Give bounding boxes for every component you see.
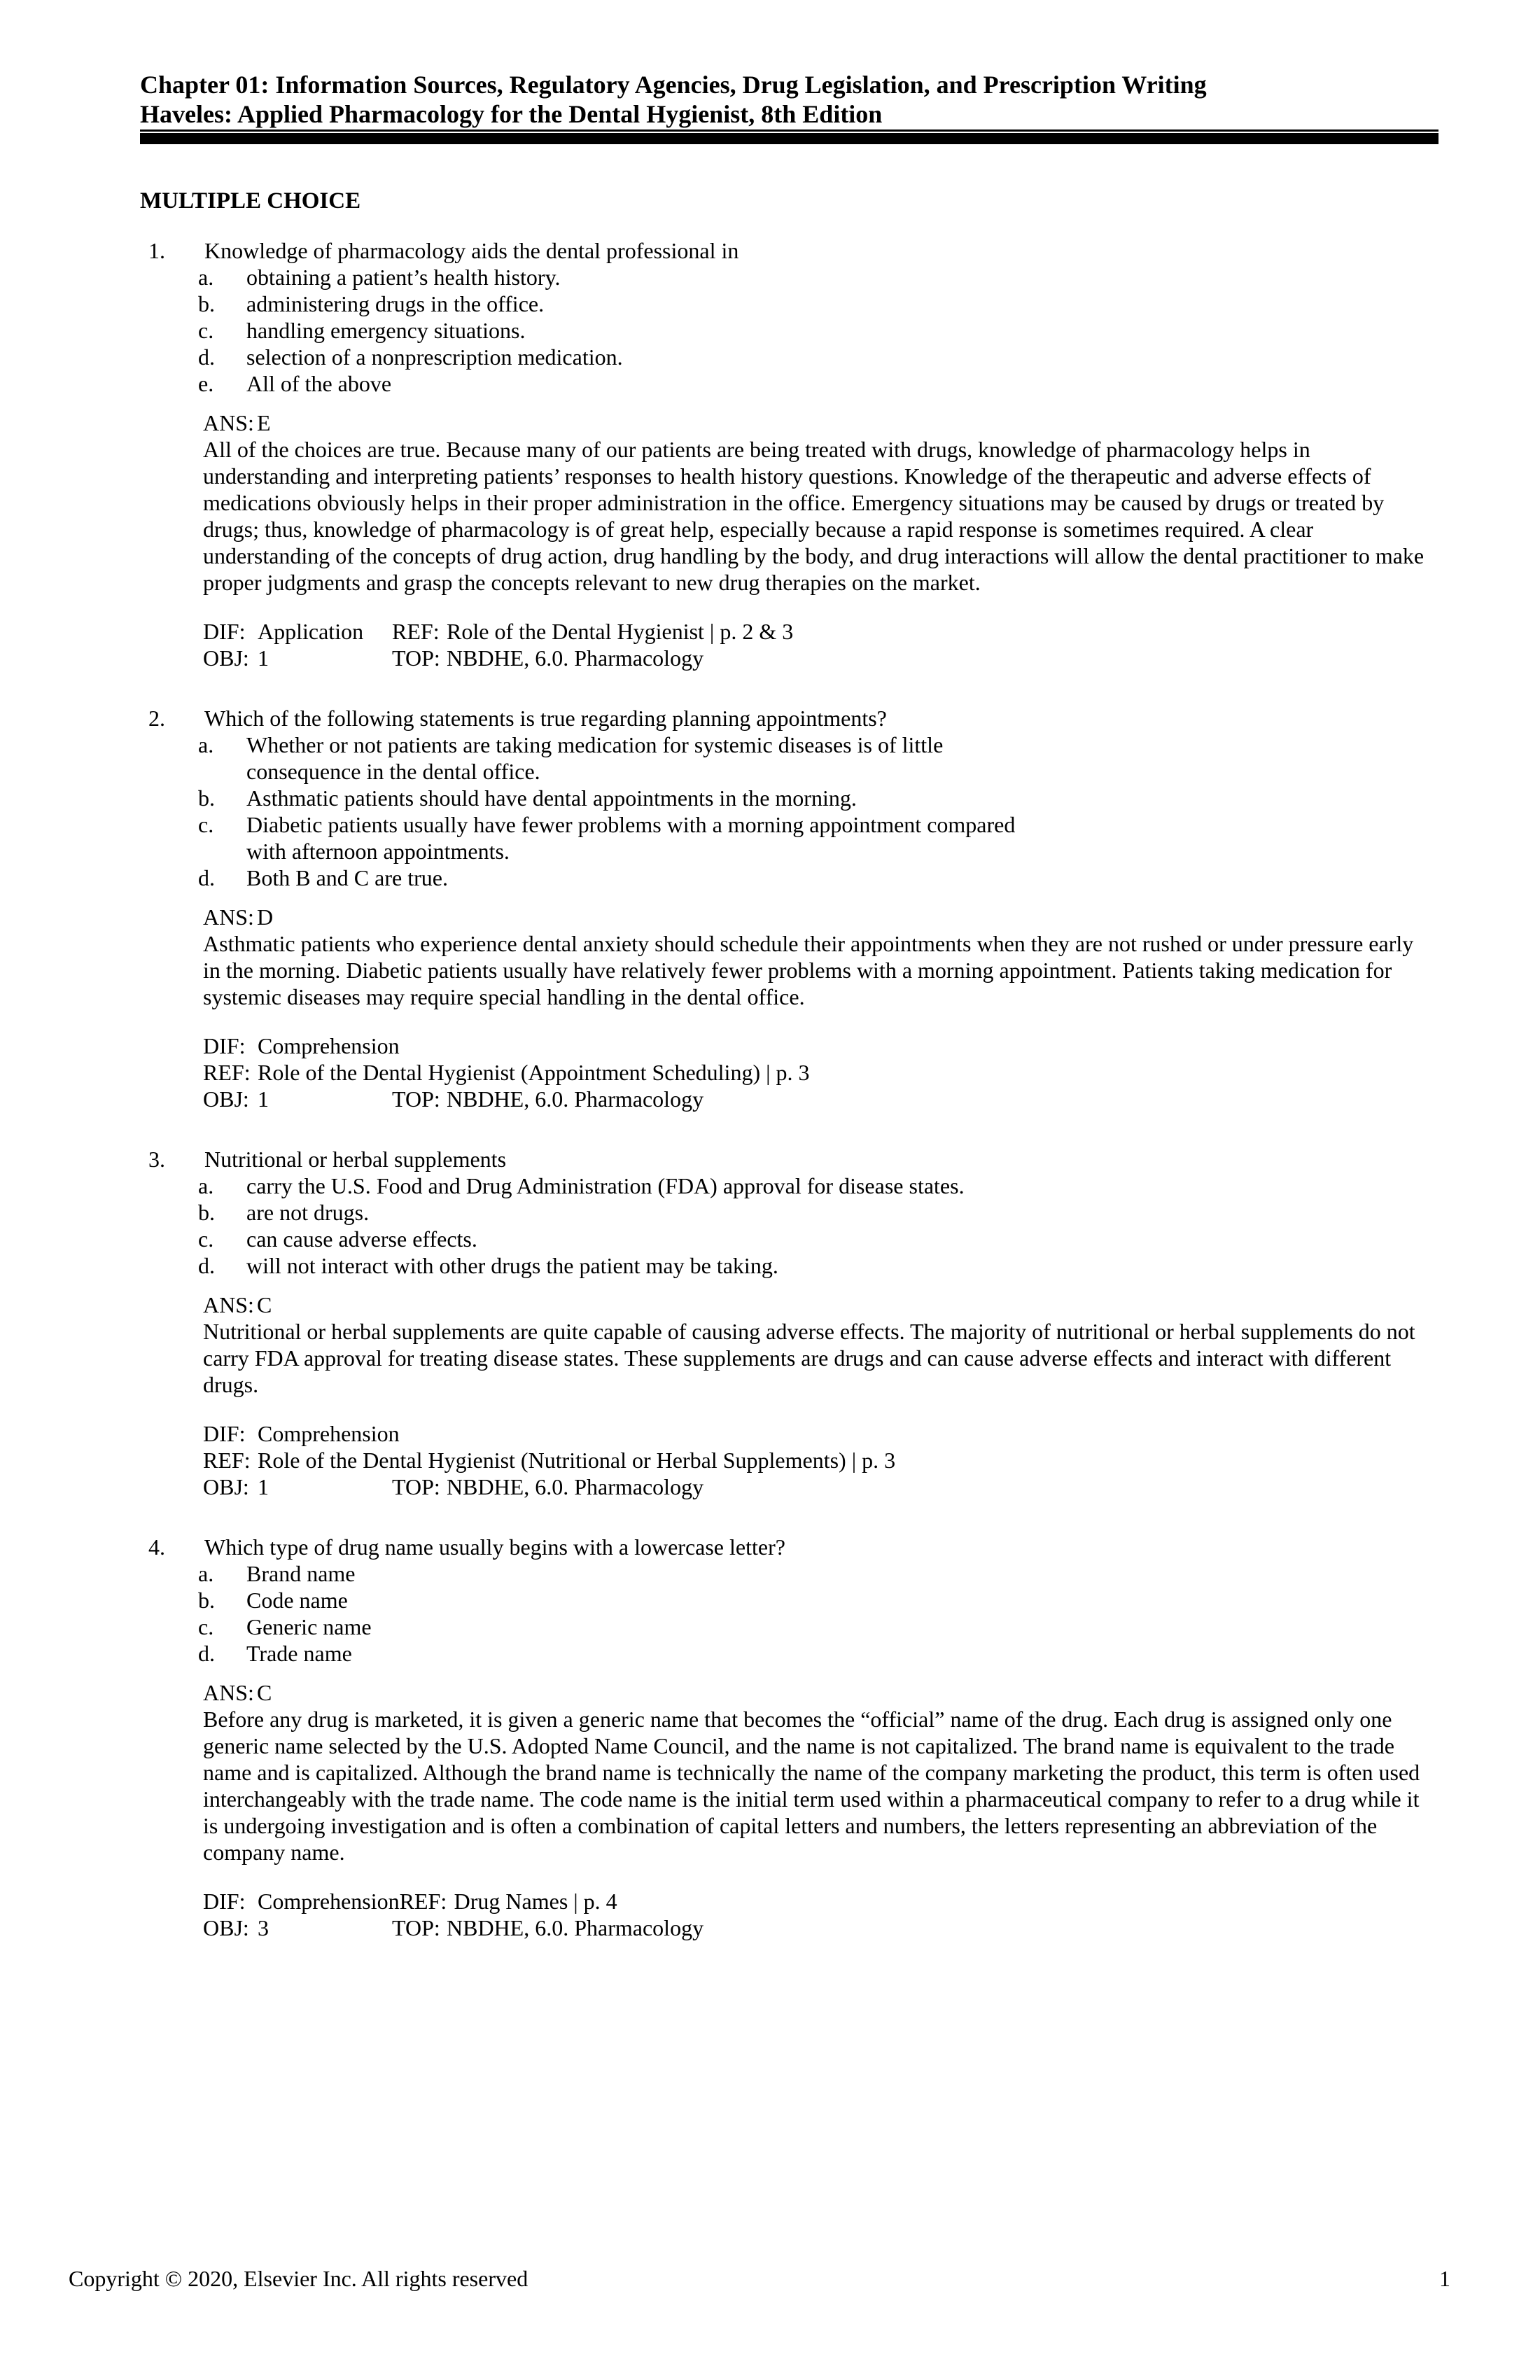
question-list	[140, 237, 1442, 1941]
meta-pair	[203, 1474, 392, 1500]
meta-pair	[203, 1447, 895, 1474]
meta-label: OBJ:	[203, 1915, 249, 1940]
meta-label: DIF:	[203, 1421, 246, 1446]
page-footer	[69, 2265, 1450, 2292]
choice-text: carry the U.S. Food and Drug Administration (FDA) approval for disease states.	[246, 1173, 965, 1198]
question-stem-text: Which type of drug name usually begins with a lowercase letter?	[204, 1534, 785, 1560]
choice-letter: c.	[198, 318, 214, 343]
choice-letter: e.	[198, 371, 214, 396]
meta-value: 1	[258, 645, 269, 671]
answer-rationale: Before any drug is marketed, it is given a generic name that becomes the “official” name of the drug. Each drug is assigned only one generic name selected by the U.S. Adopted Name Council, and the name is not capitalized. The brand name is equivalent to the trade name and is capitalized. Although the brand name is technically the name of the company marketing the product, this term is often used interchangeably with the trade name. The code name is the initial term used within a pharmaceutical company to refer to a drug while it is undergoing investigation and is often a combination of capital letters and numbers, the letters representing an abbreviation of the company name.	[203, 1707, 1420, 1865]
meta-label: TOP:	[392, 1086, 440, 1112]
choice-text: Whether or not patients are taking medication for systemic diseases is of little consequence in the dental office.	[246, 732, 944, 784]
choice-letter: c.	[198, 812, 214, 837]
choice-row	[140, 1587, 1027, 1614]
question-stem-text: Which of the following statements is true regarding planning appointments?	[204, 706, 887, 731]
meta-label: REF:	[203, 1060, 251, 1085]
meta-line	[203, 1447, 1442, 1474]
choice-text: Brand name	[246, 1561, 356, 1586]
meta-pair	[203, 1914, 392, 1941]
choice-text: Diabetic patients usually have fewer problems with a morning appointment compared with afternoon appointments.	[246, 812, 1016, 864]
choice-row	[140, 864, 1027, 891]
question-block	[140, 705, 1442, 1112]
question-number: 3.	[148, 1147, 165, 1172]
choice-row	[140, 317, 1027, 344]
answer-label: ANS:	[203, 1680, 254, 1705]
question-number: 4.	[148, 1534, 165, 1560]
choice-row	[140, 1614, 1027, 1640]
question-number: 2.	[148, 706, 165, 731]
meta-line	[203, 1059, 1442, 1086]
meta-value: Role of the Dental Hygienist (Appointment Scheduling) | p. 3	[258, 1060, 810, 1085]
meta-label: TOP:	[392, 645, 440, 671]
choice-row	[140, 1172, 1027, 1199]
choice-row	[140, 370, 1027, 397]
meta-pair	[203, 1059, 810, 1086]
choice-letter: a.	[198, 1173, 214, 1198]
meta-label: OBJ:	[203, 1086, 249, 1112]
choice-letter: d.	[198, 865, 215, 890]
choice-row	[140, 1640, 1027, 1667]
choice-letter: d.	[198, 1641, 215, 1666]
choice-text: Code name	[246, 1588, 348, 1613]
question-meta	[140, 1888, 1442, 1941]
chapter-title: Chapter 01: Information Sources, Regulatory Agencies, Drug Legislation, and Prescription Writing	[140, 71, 1207, 99]
meta-value: NBDHE, 6.0. Pharmacology	[447, 1086, 704, 1112]
choice-text: are not drugs.	[246, 1200, 370, 1225]
meta-pair	[392, 1474, 704, 1500]
meta-line	[203, 1474, 1442, 1500]
question-meta	[140, 618, 1442, 671]
meta-value: NBDHE, 6.0. Pharmacology	[447, 1915, 704, 1940]
meta-pair	[392, 1086, 704, 1112]
meta-value: NBDHE, 6.0. Pharmacology	[447, 1474, 704, 1499]
question-stem-text: Nutritional or herbal supplements	[204, 1147, 507, 1172]
choice-letter: c.	[198, 1226, 214, 1252]
answer-label: ANS:	[203, 410, 254, 435]
choice-text: Both B and C are true.	[246, 865, 448, 890]
meta-label: REF:	[399, 1889, 447, 1914]
question-meta	[140, 1420, 1442, 1500]
meta-label: OBJ:	[203, 645, 249, 671]
choice-row	[140, 811, 1027, 864]
question-stem	[140, 1534, 1426, 1560]
meta-pair	[392, 618, 793, 645]
choice-text: selection of a nonprescription medication.	[246, 344, 623, 370]
choice-letter: a.	[198, 732, 214, 757]
meta-line	[203, 645, 1442, 671]
choice-row	[140, 344, 1027, 370]
answer-label: ANS:	[203, 904, 254, 930]
choice-text: All of the above	[246, 371, 392, 396]
question-block	[140, 1534, 1442, 1941]
page-content	[140, 70, 1442, 1941]
meta-pair	[392, 1914, 704, 1941]
meta-line	[203, 1032, 1442, 1059]
meta-label: OBJ:	[203, 1474, 249, 1499]
choice-row	[140, 1560, 1027, 1587]
answer-row	[140, 904, 1442, 930]
meta-value: 3	[258, 1915, 269, 1940]
question-stem	[140, 237, 1426, 264]
footer-copyright: Copyright © 2020, Elsevier Inc. All rights reserved	[69, 2266, 528, 2291]
meta-value: Comprehension	[258, 1033, 400, 1058]
meta-label: DIF:	[203, 1889, 246, 1914]
question-stem	[140, 1146, 1426, 1172]
page-number: 1	[1439, 2266, 1450, 2291]
question-number: 1.	[148, 238, 165, 263]
answer-rationale: All of the choices are true. Because many of our patients are being treated with drugs, knowledge of pharmacology helps in understanding and interpreting patients’ responses to health history questions. Knowledge of the therapeutic and adverse effects of medications obviously helps in their proper administration in the office. Emergency situations may be caused by drugs or treated by drugs; thus, knowledge of pharmacology is of great help, especially because a rapid response is sometimes required. A clear understanding of the concepts of drug action, drug handling by the body, and drug interactions will allow the dental practitioner to make proper judgments and grasp the concepts relevant to new drug therapies on the market.	[203, 437, 1424, 595]
choice-letter: a.	[198, 1561, 214, 1586]
meta-label: DIF:	[203, 1033, 246, 1058]
meta-pair	[203, 1888, 400, 1914]
meta-pair	[203, 1032, 400, 1059]
question-block	[140, 1146, 1442, 1500]
meta-value: Role of the Dental Hygienist | p. 2 & 3	[447, 619, 794, 644]
meta-pair	[400, 1888, 782, 1914]
choice-text: Asthmatic patients should have dental appointments in the morning.	[246, 785, 857, 811]
meta-value: 1	[258, 1086, 269, 1112]
choice-row	[140, 785, 1027, 811]
meta-label: TOP:	[392, 1915, 440, 1940]
answer-letter: E	[257, 410, 271, 435]
meta-line	[203, 1420, 1442, 1447]
choice-letter: c.	[198, 1614, 214, 1639]
meta-value: Comprehension	[258, 1421, 400, 1446]
meta-value: Drug Names | p. 4	[454, 1889, 617, 1914]
choice-row	[140, 290, 1027, 317]
choice-text: will not interact with other drugs the patient may be taking.	[246, 1253, 778, 1278]
answer-letter: C	[257, 1292, 272, 1317]
choice-row	[140, 264, 1027, 290]
meta-value: Comprehension	[258, 1889, 400, 1914]
meta-label: TOP:	[392, 1474, 440, 1499]
choice-row	[140, 732, 1027, 785]
question-stem-text: Knowledge of pharmacology aids the dental professional in	[204, 238, 739, 263]
divider-rule	[140, 133, 1438, 144]
choice-text: can cause adverse effects.	[246, 1226, 477, 1252]
section-heading: MULTIPLE CHOICE	[140, 188, 361, 214]
answer-row	[140, 1292, 1442, 1318]
answer-label: ANS:	[203, 1292, 254, 1317]
book-title: Haveles: Applied Pharmacology for the Dental Hygienist, 8th Edition	[140, 100, 883, 128]
choice-text: administering drugs in the office.	[246, 291, 545, 316]
meta-pair	[392, 645, 704, 671]
meta-line	[203, 1914, 1442, 1941]
choice-letter: b.	[198, 1588, 215, 1613]
choice-letter: a.	[198, 265, 214, 290]
answer-row	[140, 410, 1442, 436]
meta-pair	[203, 645, 392, 671]
meta-pair	[203, 618, 392, 645]
meta-pair	[203, 1086, 392, 1112]
meta-line	[203, 1888, 1442, 1914]
choice-letter: b.	[198, 1200, 215, 1225]
answer-rationale: Asthmatic patients who experience dental anxiety should schedule their appointments when they are not rushed or under pressure early in the morning. Diabetic patients usually have relatively fewer problems with a morning appointment. Patients taking medication for systemic diseases may require special handling in the dental office.	[203, 931, 1414, 1009]
choice-text: Trade name	[246, 1641, 352, 1666]
document-header	[140, 70, 1438, 132]
meta-value: Role of the Dental Hygienist (Nutritional or Herbal Supplements) | p. 3	[258, 1448, 896, 1473]
meta-label: DIF:	[203, 619, 246, 644]
question-stem	[140, 705, 1426, 732]
choice-text: Generic name	[246, 1614, 372, 1639]
choice-row	[140, 1226, 1027, 1252]
choice-row	[140, 1199, 1027, 1226]
question-block	[140, 237, 1442, 671]
meta-label: REF:	[392, 619, 440, 644]
answer-letter: C	[257, 1680, 272, 1705]
choice-letter: d.	[198, 1253, 215, 1278]
meta-value: Application	[258, 619, 364, 644]
meta-line	[203, 618, 1442, 645]
choice-letter: b.	[198, 785, 215, 811]
meta-label: REF:	[203, 1448, 251, 1473]
answer-row	[140, 1679, 1442, 1706]
choice-text: obtaining a patient’s health history.	[246, 265, 561, 290]
choice-letter: b.	[198, 291, 215, 316]
choice-text: handling emergency situations.	[246, 318, 526, 343]
meta-line	[203, 1086, 1442, 1112]
choice-letter: d.	[198, 344, 215, 370]
answer-letter: D	[257, 904, 274, 930]
meta-pair	[203, 1420, 400, 1447]
meta-value: 1	[258, 1474, 269, 1499]
question-meta	[140, 1032, 1442, 1112]
meta-value: NBDHE, 6.0. Pharmacology	[447, 645, 704, 671]
answer-rationale: Nutritional or herbal supplements are quite capable of causing adverse effects. The majority of nutritional or herbal supplements do not carry FDA approval for treating disease states. These supplements are drugs and can cause adverse effects and interact with different drugs.	[203, 1319, 1415, 1397]
choice-row	[140, 1252, 1027, 1279]
